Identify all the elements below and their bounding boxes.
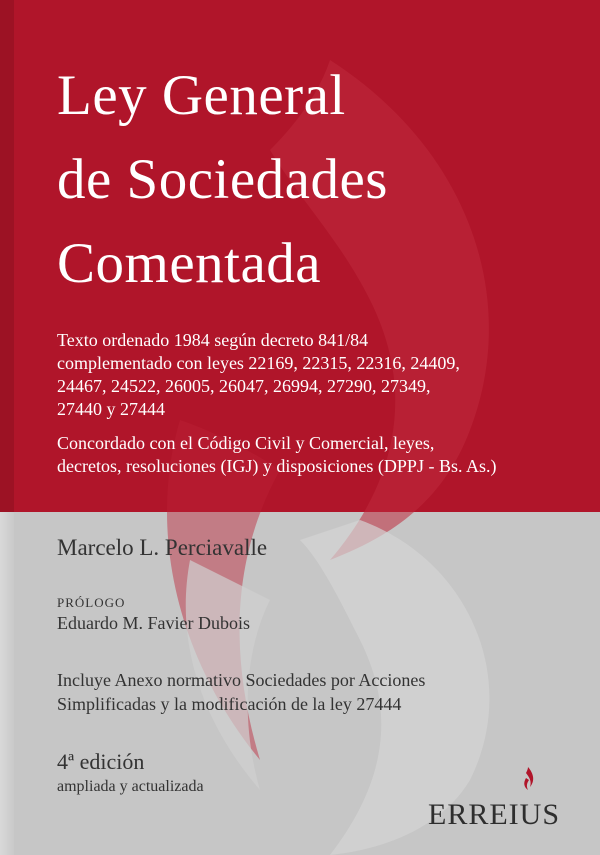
prologo-author: Eduardo M. Favier Dubois (57, 613, 250, 633)
publisher-logo: ERREIUS (428, 798, 561, 831)
title-line-3: Comentada (57, 232, 322, 295)
text-ordered-line-3: 24467, 24522, 26005, 26047, 26994, 27290, 27349, (57, 376, 431, 396)
annex-line-2: Simplificadas y la modificación de la ley 27444 (57, 694, 402, 714)
concordado-line-2: decretos, resoluciones (IGJ) y disposiciones (DPPJ - Bs. As.) (57, 456, 497, 476)
annex-line-1: Incluye Anexo normativo Sociedades por Acciones (57, 670, 426, 690)
text-ordered-line-1: Texto ordenado 1984 según decreto 841/84 (57, 330, 369, 350)
text-ordered-line-4: 27440 y 27444 (57, 399, 165, 419)
title-line-1: Ley General (57, 64, 346, 127)
edition-subtitle: ampliada y actualizada (57, 778, 204, 795)
spine-binding-red (0, 0, 14, 512)
publisher-flame-icon (518, 766, 538, 802)
author-name: Marcelo L. Perciavalle (57, 535, 268, 560)
edition-label: 4ª edición (57, 749, 145, 774)
concordado-line-1: Concordado con el Código Civil y Comercial, leyes, (57, 433, 435, 453)
prologo-label: PRÓLOGO (57, 595, 126, 610)
text-ordered-line-2: complementado con leyes 22169, 22315, 22316, 24409, (57, 353, 460, 373)
title-line-2: de Sociedades (57, 148, 388, 211)
